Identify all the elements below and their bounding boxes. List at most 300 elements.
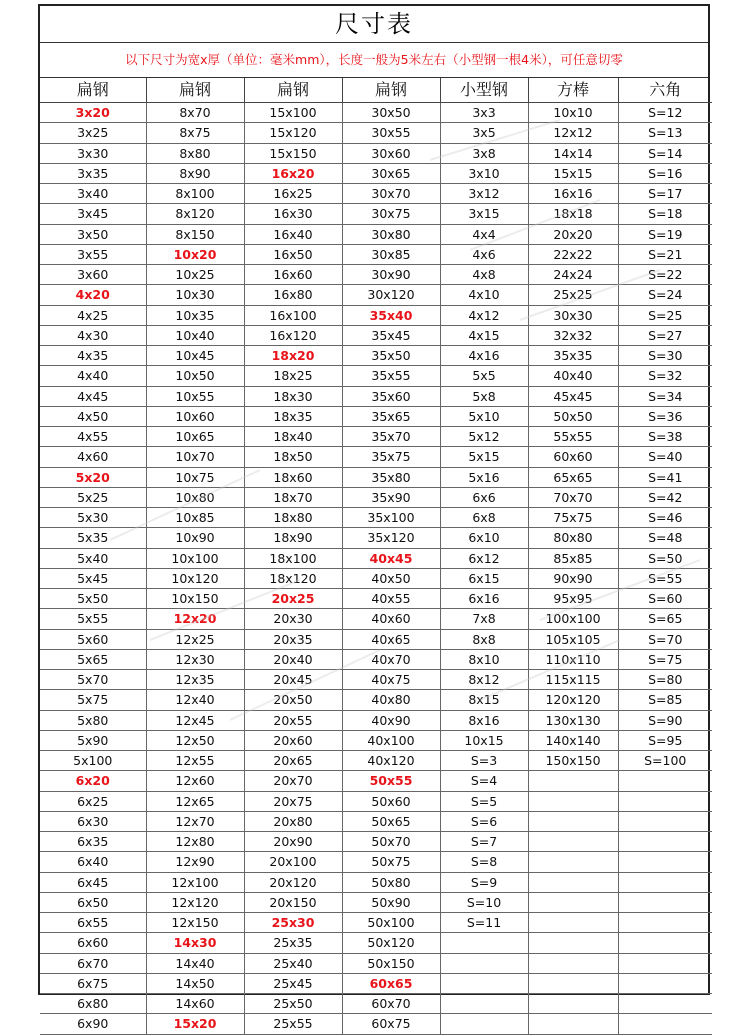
cell-hexagon: S=27	[618, 325, 712, 345]
cell-flat-steel-2: 12x50	[146, 730, 244, 750]
cell-small-steel	[440, 953, 528, 973]
table-row	[40, 690, 712, 710]
cell-flat-steel-4: 50x60	[342, 791, 440, 811]
cell-flat-steel-2: 10x120	[146, 568, 244, 588]
cell-flat-steel-3: 15x150	[244, 143, 342, 163]
cell-flat-steel-3: 20x65	[244, 751, 342, 771]
cell-flat-steel-2: 12x60	[146, 771, 244, 791]
cell-small-steel: 4x16	[440, 346, 528, 366]
cell-flat-steel-1: 5x55	[40, 609, 146, 629]
cell-hexagon: S=12	[618, 103, 712, 123]
cell-flat-steel-4: 50x80	[342, 872, 440, 892]
page-title: 尺寸表	[40, 6, 708, 43]
cell-small-steel: 3x8	[440, 143, 528, 163]
cell-flat-steel-3: 16x120	[244, 325, 342, 345]
cell-flat-steel-3: 20x35	[244, 629, 342, 649]
cell-flat-steel-3: 20x60	[244, 730, 342, 750]
table-row	[40, 811, 712, 831]
table-row	[40, 285, 712, 305]
cell-flat-steel-3: 18x35	[244, 406, 342, 426]
cell-flat-steel-4: 40x70	[342, 649, 440, 669]
cell-flat-steel-4: 30x85	[342, 244, 440, 264]
cell-flat-steel-3: 16x20	[244, 163, 342, 183]
cell-flat-steel-1: 4x40	[40, 366, 146, 386]
cell-flat-steel-1: 6x45	[40, 872, 146, 892]
cell-flat-steel-2: 10x90	[146, 528, 244, 548]
cell-flat-steel-1: 3x35	[40, 163, 146, 183]
cell-flat-steel-3: 18x25	[244, 366, 342, 386]
cell-hexagon: S=48	[618, 528, 712, 548]
unit-note: 以下尺寸为宽x厚（单位：毫米mm），长度一般为5米左右（小型钢一根4米），可任意切零	[40, 43, 708, 78]
cell-square-bar: 100x100	[528, 609, 618, 629]
table-row	[40, 670, 712, 690]
cell-flat-steel-1: 5x20	[40, 467, 146, 487]
cell-flat-steel-4: 30x55	[342, 123, 440, 143]
cell-hexagon: S=30	[618, 346, 712, 366]
cell-square-bar: 40x40	[528, 366, 618, 386]
header-flat-steel-4: 扁钢	[342, 78, 440, 103]
cell-hexagon: S=24	[618, 285, 712, 305]
cell-small-steel: 4x12	[440, 305, 528, 325]
cell-flat-steel-1: 4x50	[40, 406, 146, 426]
cell-hexagon: S=80	[618, 670, 712, 690]
cell-square-bar: 85x85	[528, 548, 618, 568]
cell-hexagon: S=18	[618, 204, 712, 224]
cell-small-steel: 4x6	[440, 244, 528, 264]
cell-small-steel: S=10	[440, 892, 528, 912]
cell-hexagon: S=75	[618, 649, 712, 669]
cell-hexagon	[618, 953, 712, 973]
cell-flat-steel-2: 10x150	[146, 589, 244, 609]
table-row	[40, 447, 712, 467]
cell-flat-steel-4: 50x55	[342, 771, 440, 791]
cell-flat-steel-2: 10x75	[146, 467, 244, 487]
cell-flat-steel-4: 50x90	[342, 892, 440, 912]
cell-flat-steel-3: 16x60	[244, 265, 342, 285]
cell-square-bar: 16x16	[528, 184, 618, 204]
cell-square-bar: 115x115	[528, 670, 618, 690]
cell-flat-steel-2: 10x100	[146, 548, 244, 568]
cell-flat-steel-3: 20x100	[244, 852, 342, 872]
cell-flat-steel-1: 6x35	[40, 832, 146, 852]
cell-flat-steel-4: 35x40	[342, 305, 440, 325]
cell-flat-steel-1: 5x30	[40, 508, 146, 528]
cell-square-bar: 35x35	[528, 346, 618, 366]
cell-flat-steel-3: 16x50	[244, 244, 342, 264]
cell-flat-steel-4: 30x60	[342, 143, 440, 163]
cell-flat-steel-2: 10x35	[146, 305, 244, 325]
cell-flat-steel-4: 35x70	[342, 427, 440, 447]
table-row	[40, 730, 712, 750]
cell-flat-steel-1: 5x50	[40, 589, 146, 609]
table-row	[40, 163, 712, 183]
cell-flat-steel-1: 5x35	[40, 528, 146, 548]
cell-square-bar: 120x120	[528, 690, 618, 710]
table-row	[40, 568, 712, 588]
cell-flat-steel-2: 12x100	[146, 872, 244, 892]
cell-flat-steel-1: 4x55	[40, 427, 146, 447]
table-row	[40, 710, 712, 730]
cell-flat-steel-4: 60x75	[342, 1014, 440, 1034]
cell-flat-steel-1: 4x60	[40, 447, 146, 467]
cell-flat-steel-3: 20x55	[244, 710, 342, 730]
cell-flat-steel-2: 14x50	[146, 973, 244, 993]
cell-flat-steel-3: 20x30	[244, 609, 342, 629]
cell-flat-steel-1: 4x20	[40, 285, 146, 305]
cell-flat-steel-4: 30x80	[342, 224, 440, 244]
cell-flat-steel-4: 50x150	[342, 953, 440, 973]
cell-flat-steel-4: 60x70	[342, 994, 440, 1014]
cell-hexagon: S=46	[618, 508, 712, 528]
cell-flat-steel-1: 4x35	[40, 346, 146, 366]
cell-small-steel: 10x15	[440, 730, 528, 750]
cell-flat-steel-4: 40x55	[342, 589, 440, 609]
cell-flat-steel-3: 15x100	[244, 103, 342, 123]
cell-small-steel: 4x8	[440, 265, 528, 285]
cell-square-bar: 60x60	[528, 447, 618, 467]
cell-flat-steel-2: 8x80	[146, 143, 244, 163]
cell-square-bar: 65x65	[528, 467, 618, 487]
cell-flat-steel-2: 10x25	[146, 265, 244, 285]
table-row	[40, 305, 712, 325]
cell-small-steel: S=8	[440, 852, 528, 872]
table-row	[40, 872, 712, 892]
cell-flat-steel-3: 20x50	[244, 690, 342, 710]
cell-flat-steel-2: 14x40	[146, 953, 244, 973]
cell-flat-steel-3: 18x50	[244, 447, 342, 467]
cell-hexagon: S=40	[618, 447, 712, 467]
cell-flat-steel-4: 35x65	[342, 406, 440, 426]
cell-hexagon: S=19	[618, 224, 712, 244]
table-row	[40, 913, 712, 933]
cell-flat-steel-2: 10x30	[146, 285, 244, 305]
cell-square-bar	[528, 771, 618, 791]
cell-square-bar	[528, 791, 618, 811]
cell-flat-steel-4: 50x75	[342, 852, 440, 872]
cell-square-bar	[528, 1014, 618, 1034]
cell-small-steel: S=3	[440, 751, 528, 771]
cell-flat-steel-1: 6x70	[40, 953, 146, 973]
cell-hexagon	[618, 771, 712, 791]
cell-flat-steel-3: 16x40	[244, 224, 342, 244]
cell-hexagon	[618, 892, 712, 912]
table-row	[40, 265, 712, 285]
cell-flat-steel-2: 10x20	[146, 244, 244, 264]
table-row	[40, 832, 712, 852]
cell-hexagon	[618, 811, 712, 831]
cell-hexagon: S=25	[618, 305, 712, 325]
cell-square-bar	[528, 973, 618, 993]
cell-small-steel: 3x12	[440, 184, 528, 204]
table-row	[40, 467, 712, 487]
cell-small-steel: 6x6	[440, 487, 528, 507]
cell-flat-steel-3: 25x55	[244, 1014, 342, 1034]
cell-flat-steel-1: 4x45	[40, 386, 146, 406]
cell-hexagon: S=32	[618, 366, 712, 386]
cell-flat-steel-2: 15x20	[146, 1014, 244, 1034]
cell-flat-steel-4: 50x100	[342, 913, 440, 933]
cell-small-steel: S=11	[440, 913, 528, 933]
cell-flat-steel-4: 40x90	[342, 710, 440, 730]
cell-flat-steel-4: 50x70	[342, 832, 440, 852]
cell-flat-steel-4: 50x65	[342, 811, 440, 831]
cell-square-bar: 15x15	[528, 163, 618, 183]
cell-flat-steel-2: 8x150	[146, 224, 244, 244]
cell-flat-steel-1: 5x25	[40, 487, 146, 507]
table-row	[40, 892, 712, 912]
cell-hexagon	[618, 791, 712, 811]
cell-hexagon: S=55	[618, 568, 712, 588]
table-row	[40, 184, 712, 204]
table-row	[40, 852, 712, 872]
cell-flat-steel-1: 5x100	[40, 751, 146, 771]
cell-flat-steel-4: 50x120	[342, 933, 440, 953]
cell-small-steel: 7x8	[440, 609, 528, 629]
cell-flat-steel-4: 40x75	[342, 670, 440, 690]
cell-square-bar: 95x95	[528, 589, 618, 609]
cell-flat-steel-4: 40x45	[342, 548, 440, 568]
cell-flat-steel-1: 3x60	[40, 265, 146, 285]
cell-hexagon: S=65	[618, 609, 712, 629]
cell-small-steel: 4x10	[440, 285, 528, 305]
cell-flat-steel-4: 35x75	[342, 447, 440, 467]
cell-square-bar: 105x105	[528, 629, 618, 649]
cell-flat-steel-1: 3x25	[40, 123, 146, 143]
cell-flat-steel-3: 20x70	[244, 771, 342, 791]
cell-flat-steel-2: 12x120	[146, 892, 244, 912]
cell-flat-steel-2: 10x50	[146, 366, 244, 386]
cell-flat-steel-2: 12x90	[146, 852, 244, 872]
table-row	[40, 649, 712, 669]
cell-square-bar: 24x24	[528, 265, 618, 285]
cell-hexagon	[618, 872, 712, 892]
cell-square-bar: 30x30	[528, 305, 618, 325]
cell-square-bar: 90x90	[528, 568, 618, 588]
cell-flat-steel-2: 12x55	[146, 751, 244, 771]
cell-flat-steel-3: 20x150	[244, 892, 342, 912]
cell-flat-steel-3: 25x30	[244, 913, 342, 933]
cell-small-steel: 5x5	[440, 366, 528, 386]
cell-hexagon	[618, 852, 712, 872]
header-square-bar: 方棒	[528, 78, 618, 103]
cell-flat-steel-3: 25x35	[244, 933, 342, 953]
cell-flat-steel-2: 8x100	[146, 184, 244, 204]
table-row	[40, 973, 712, 993]
cell-square-bar: 140x140	[528, 730, 618, 750]
cell-flat-steel-2: 10x60	[146, 406, 244, 426]
cell-flat-steel-3: 18x30	[244, 386, 342, 406]
table-row	[40, 609, 712, 629]
cell-hexagon: S=42	[618, 487, 712, 507]
cell-flat-steel-2: 12x70	[146, 811, 244, 831]
cell-small-steel	[440, 933, 528, 953]
cell-hexagon: S=36	[618, 406, 712, 426]
cell-flat-steel-1: 3x30	[40, 143, 146, 163]
cell-square-bar	[528, 953, 618, 973]
cell-flat-steel-2: 12x80	[146, 832, 244, 852]
cell-small-steel: 6x15	[440, 568, 528, 588]
table-row	[40, 427, 712, 447]
cell-square-bar: 14x14	[528, 143, 618, 163]
cell-flat-steel-1: 6x40	[40, 852, 146, 872]
cell-hexagon	[618, 1014, 712, 1034]
cell-square-bar: 45x45	[528, 386, 618, 406]
cell-flat-steel-3: 16x80	[244, 285, 342, 305]
cell-hexagon: S=70	[618, 629, 712, 649]
cell-flat-steel-3: 25x40	[244, 953, 342, 973]
cell-flat-steel-2: 10x70	[146, 447, 244, 467]
cell-flat-steel-3: 20x25	[244, 589, 342, 609]
cell-hexagon: S=17	[618, 184, 712, 204]
cell-small-steel: S=4	[440, 771, 528, 791]
cell-flat-steel-4: 30x70	[342, 184, 440, 204]
cell-small-steel: 5x12	[440, 427, 528, 447]
size-table	[40, 78, 712, 1035]
cell-flat-steel-1: 4x25	[40, 305, 146, 325]
cell-flat-steel-1: 5x45	[40, 568, 146, 588]
cell-small-steel: 5x15	[440, 447, 528, 467]
cell-flat-steel-4: 35x50	[342, 346, 440, 366]
cell-flat-steel-1: 6x60	[40, 933, 146, 953]
cell-small-steel: 8x15	[440, 690, 528, 710]
cell-flat-steel-3: 20x120	[244, 872, 342, 892]
cell-hexagon: S=50	[618, 548, 712, 568]
cell-flat-steel-1: 6x80	[40, 994, 146, 1014]
header-flat-steel-2: 扁钢	[146, 78, 244, 103]
cell-flat-steel-4: 40x65	[342, 629, 440, 649]
cell-flat-steel-4: 40x100	[342, 730, 440, 750]
cell-hexagon: S=41	[618, 467, 712, 487]
cell-flat-steel-2: 10x45	[146, 346, 244, 366]
header-flat-steel-1: 扁钢	[40, 78, 146, 103]
cell-hexagon	[618, 973, 712, 993]
cell-square-bar: 22x22	[528, 244, 618, 264]
header-flat-steel-3: 扁钢	[244, 78, 342, 103]
cell-square-bar: 110x110	[528, 649, 618, 669]
cell-small-steel	[440, 973, 528, 993]
size-chart	[38, 4, 710, 1032]
table-row	[40, 224, 712, 244]
cell-hexagon: S=16	[618, 163, 712, 183]
cell-small-steel: 8x16	[440, 710, 528, 730]
cell-square-bar	[528, 852, 618, 872]
cell-small-steel: 8x8	[440, 629, 528, 649]
cell-small-steel: 3x3	[440, 103, 528, 123]
cell-flat-steel-3: 20x90	[244, 832, 342, 852]
cell-small-steel: 8x10	[440, 649, 528, 669]
cell-square-bar	[528, 933, 618, 953]
cell-small-steel: 8x12	[440, 670, 528, 690]
cell-hexagon: S=22	[618, 265, 712, 285]
cell-small-steel: 3x15	[440, 204, 528, 224]
table-row	[40, 325, 712, 345]
table-row	[40, 346, 712, 366]
cell-small-steel: 5x8	[440, 386, 528, 406]
cell-square-bar: 25x25	[528, 285, 618, 305]
cell-flat-steel-2: 10x40	[146, 325, 244, 345]
cell-flat-steel-4: 35x100	[342, 508, 440, 528]
table-row	[40, 123, 712, 143]
cell-flat-steel-3: 18x100	[244, 548, 342, 568]
cell-flat-steel-1: 5x75	[40, 690, 146, 710]
cell-flat-steel-1: 4x30	[40, 325, 146, 345]
cell-flat-steel-1: 5x60	[40, 629, 146, 649]
table-row	[40, 548, 712, 568]
cell-flat-steel-3: 18x90	[244, 528, 342, 548]
cell-small-steel: 6x16	[440, 589, 528, 609]
cell-hexagon	[618, 913, 712, 933]
cell-small-steel: S=9	[440, 872, 528, 892]
cell-flat-steel-2: 8x120	[146, 204, 244, 224]
cell-flat-steel-4: 35x120	[342, 528, 440, 548]
table-row	[40, 204, 712, 224]
cell-flat-steel-4: 60x65	[342, 973, 440, 993]
cell-flat-steel-2: 10x65	[146, 427, 244, 447]
cell-flat-steel-3: 16x100	[244, 305, 342, 325]
cell-small-steel: 3x5	[440, 123, 528, 143]
table-row	[40, 143, 712, 163]
cell-flat-steel-2: 12x40	[146, 690, 244, 710]
cell-square-bar	[528, 872, 618, 892]
cell-flat-steel-1: 6x25	[40, 791, 146, 811]
cell-flat-steel-3: 18x120	[244, 568, 342, 588]
cell-flat-steel-2: 10x80	[146, 487, 244, 507]
cell-flat-steel-2: 14x30	[146, 933, 244, 953]
table-row	[40, 629, 712, 649]
cell-flat-steel-1: 6x90	[40, 1014, 146, 1034]
cell-flat-steel-1: 3x20	[40, 103, 146, 123]
cell-hexagon: S=95	[618, 730, 712, 750]
cell-flat-steel-4: 35x80	[342, 467, 440, 487]
cell-flat-steel-4: 30x90	[342, 265, 440, 285]
cell-flat-steel-3: 20x45	[244, 670, 342, 690]
table-row	[40, 528, 712, 548]
cell-small-steel: 5x16	[440, 467, 528, 487]
cell-flat-steel-2: 8x75	[146, 123, 244, 143]
cell-square-bar: 50x50	[528, 406, 618, 426]
cell-square-bar: 12x12	[528, 123, 618, 143]
cell-flat-steel-1: 5x70	[40, 670, 146, 690]
cell-square-bar: 150x150	[528, 751, 618, 771]
table-row	[40, 933, 712, 953]
cell-square-bar	[528, 832, 618, 852]
table-row	[40, 791, 712, 811]
cell-small-steel	[440, 1014, 528, 1034]
header-small-steel: 小型钢	[440, 78, 528, 103]
cell-flat-steel-1: 3x40	[40, 184, 146, 204]
cell-flat-steel-1: 3x45	[40, 204, 146, 224]
cell-flat-steel-3: 18x80	[244, 508, 342, 528]
cell-flat-steel-2: 12x35	[146, 670, 244, 690]
cell-flat-steel-2: 12x30	[146, 649, 244, 669]
cell-hexagon: S=90	[618, 710, 712, 730]
cell-flat-steel-4: 35x90	[342, 487, 440, 507]
cell-hexagon: S=85	[618, 690, 712, 710]
cell-flat-steel-3: 25x50	[244, 994, 342, 1014]
cell-small-steel: 6x10	[440, 528, 528, 548]
table-row	[40, 386, 712, 406]
cell-square-bar: 130x130	[528, 710, 618, 730]
table-row	[40, 589, 712, 609]
cell-small-steel: 4x4	[440, 224, 528, 244]
cell-flat-steel-2: 12x150	[146, 913, 244, 933]
cell-flat-steel-4: 40x80	[342, 690, 440, 710]
cell-small-steel: 6x8	[440, 508, 528, 528]
table-row	[40, 751, 712, 771]
cell-flat-steel-1: 6x20	[40, 771, 146, 791]
cell-flat-steel-4: 30x50	[342, 103, 440, 123]
cell-flat-steel-3: 15x120	[244, 123, 342, 143]
